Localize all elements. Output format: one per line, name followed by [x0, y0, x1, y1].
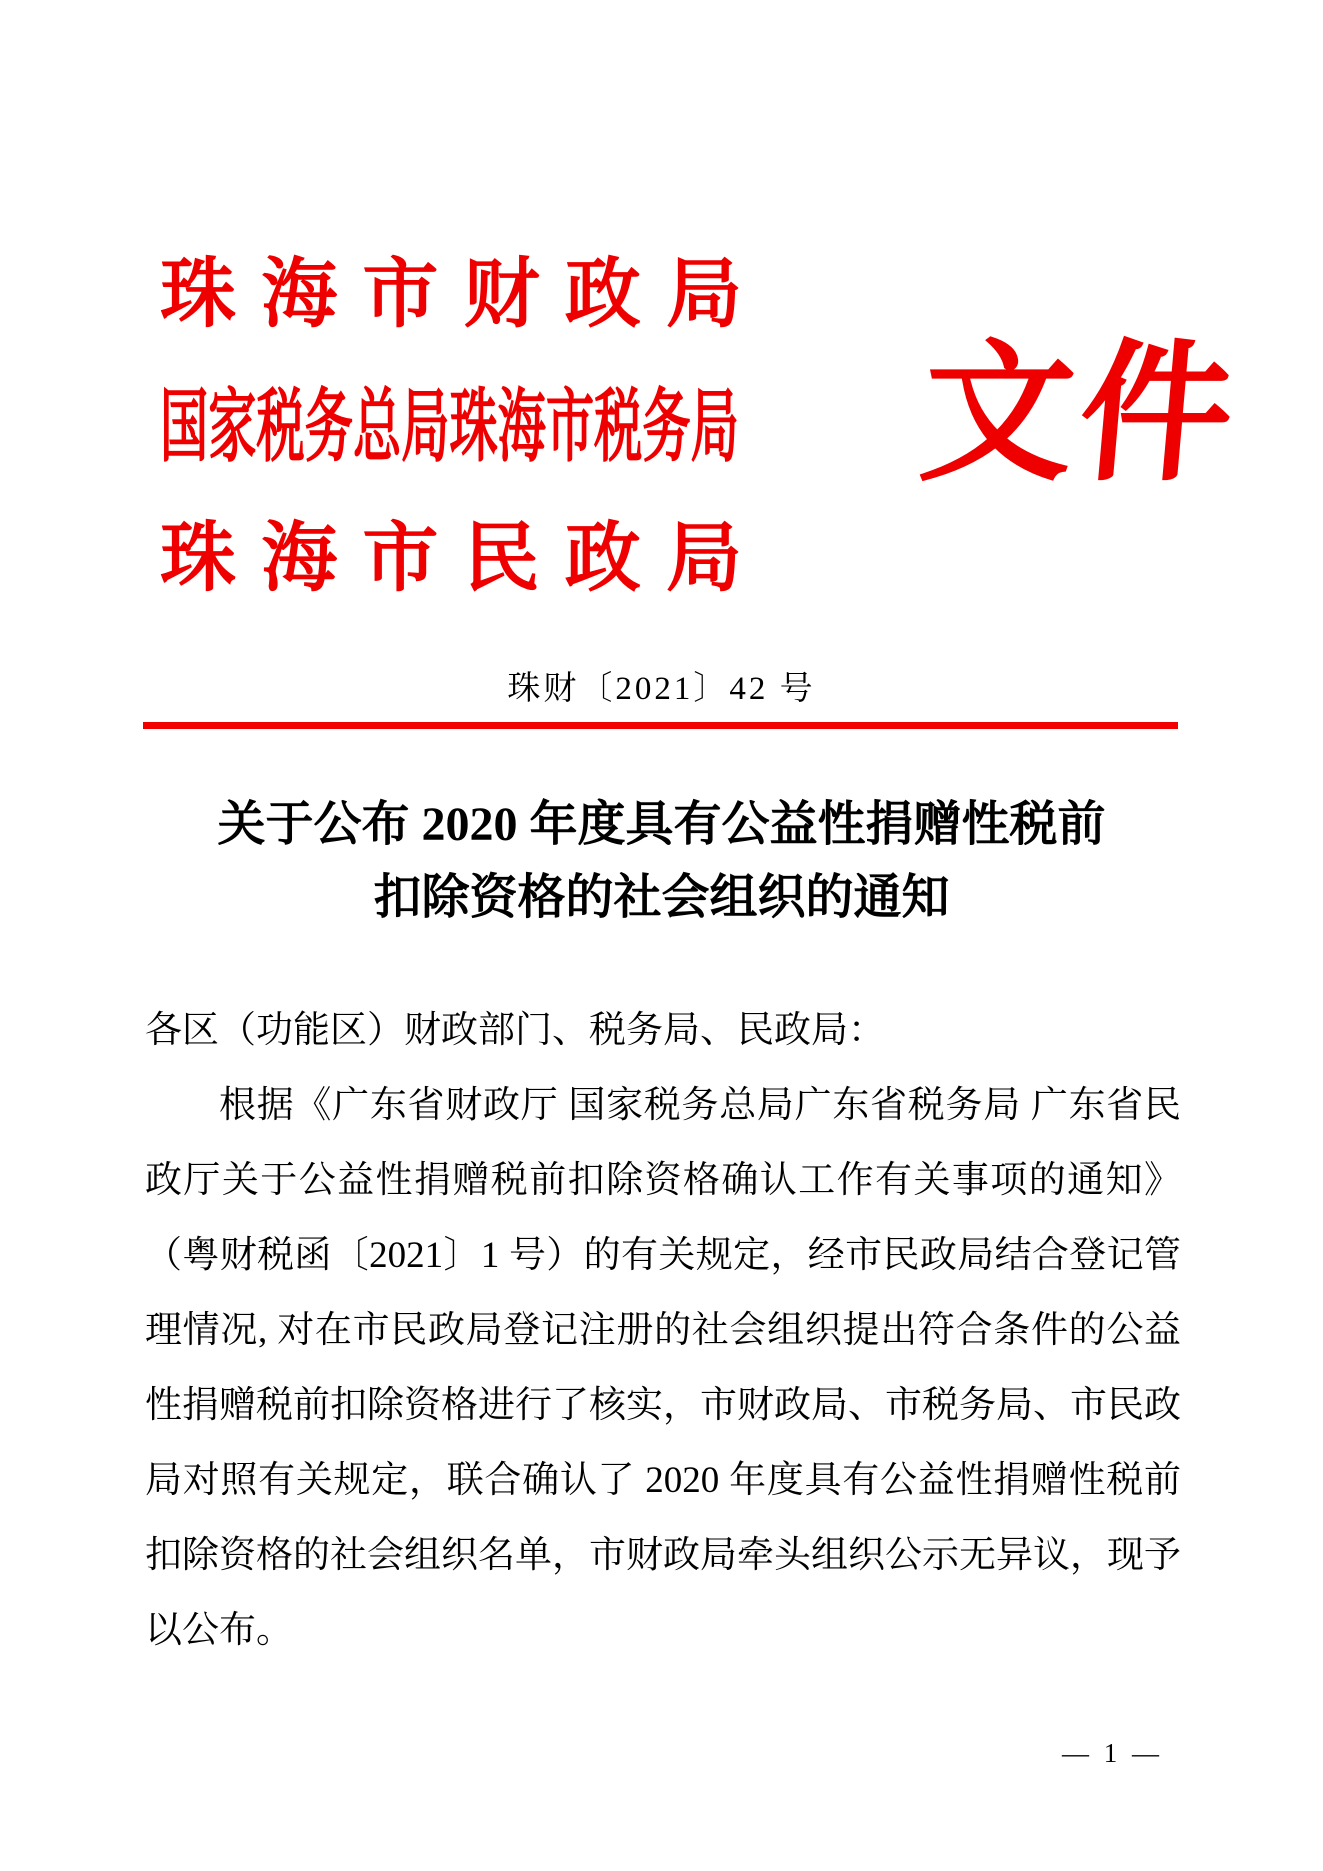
body-line: 局对照有关规定，联合确认了 2020 年度具有公益性捐赠性税前 — [145, 1460, 1181, 1501]
document-title-line-1: 关于公布 2020 年度具有公益性捐赠性税前 — [217, 798, 1106, 851]
body-line: 以公布。 — [145, 1610, 293, 1651]
body-line: 理情况, 对在市民政局登记注册的社会组织提出符合条件的公益 — [145, 1310, 1181, 1351]
org-name-finance-bureau: 珠海市财政局 — [160, 253, 742, 337]
body-line: 政厅关于公益性捐赠税前扣除资格确认工作有关事项的通知》 — [145, 1160, 1181, 1201]
body-line: 性捐赠税前扣除资格进行了核实，市财政局、市税务局、市民政 — [145, 1385, 1181, 1426]
document-title — [0, 788, 1323, 934]
page-number: — 1 — — [1062, 1738, 1163, 1768]
red-letterhead — [160, 240, 742, 614]
document-title-line-2: 扣除资格的社会组织的通知 — [373, 871, 950, 924]
doc-type-label: 文件 — [914, 331, 1246, 499]
red-separator-rule — [143, 722, 1178, 729]
body-line: （粤财税函〔2021〕1 号）的有关规定，经市民政局结合登记管 — [145, 1235, 1181, 1276]
org-name-civil-affairs-bureau: 珠海市民政局 — [160, 517, 742, 601]
body-line: 扣除资格的社会组织名单，市财政局牵头组织公示无异议，现予 — [145, 1535, 1181, 1576]
document-body — [145, 993, 1181, 1668]
body-line: 根据《广东省财政厅 国家税务总局广东省税务局 广东省民 — [219, 1085, 1181, 1126]
salutation-line: 各区（功能区）财政部门、税务局、民政局： — [145, 1010, 885, 1051]
org-name-tax-bureau: 国家税务总局珠海市税务局 — [160, 384, 739, 472]
doc-number: 珠财〔2021〕42 号 — [507, 671, 816, 707]
org-name-tax-bureau-wrap — [160, 372, 742, 484]
